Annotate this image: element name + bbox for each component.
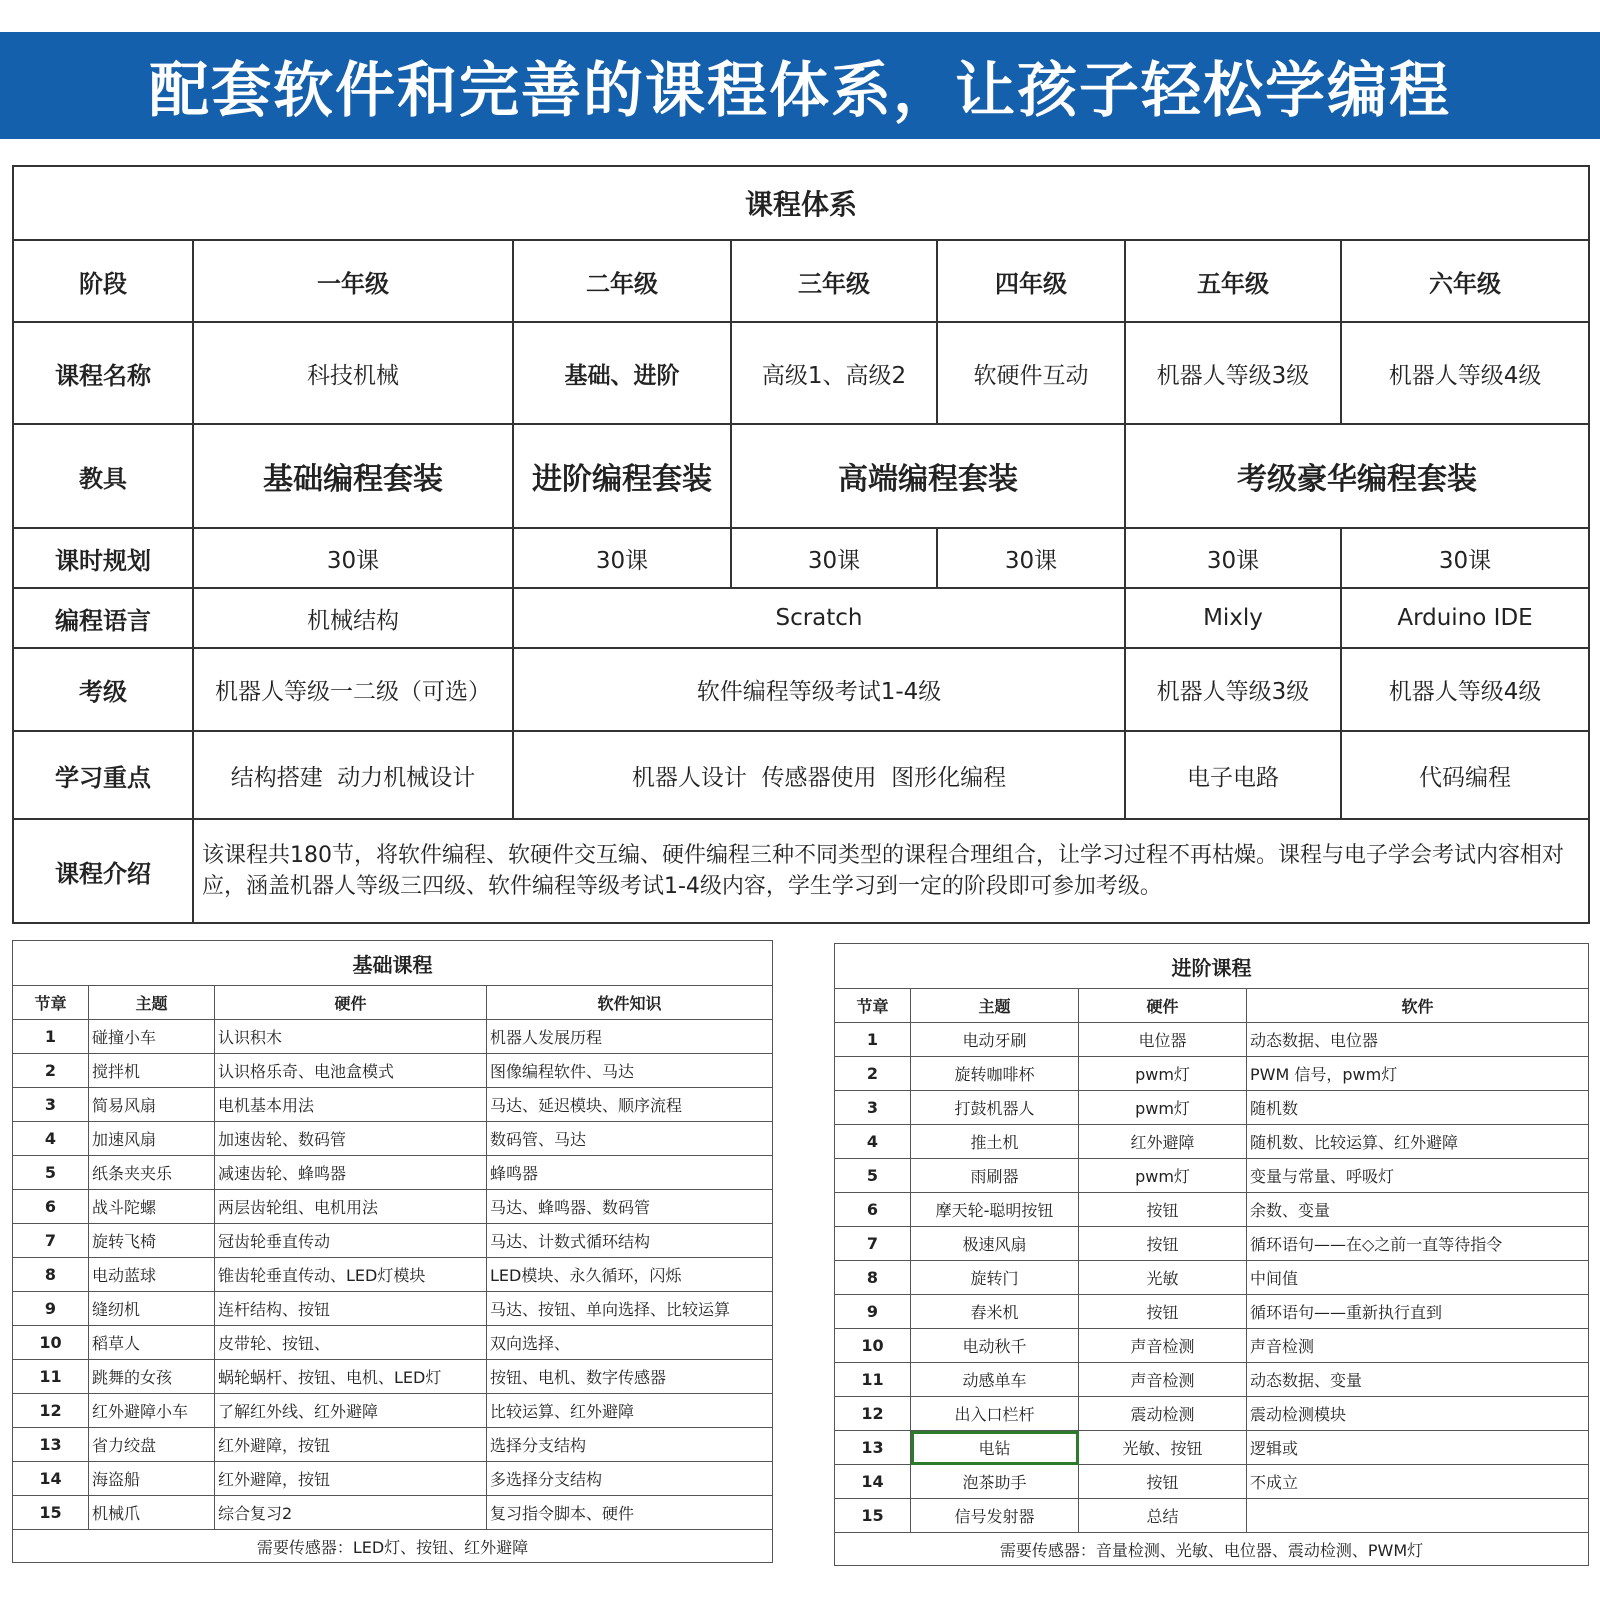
table-row: [13, 1292, 773, 1326]
table-cell: 9: [835, 1295, 911, 1329]
table-cell: 稻草人: [89, 1326, 215, 1360]
header-cell: 六年级: [1341, 240, 1589, 322]
table-cell: 数码管、马达: [487, 1122, 773, 1156]
table-cell: 14: [835, 1465, 911, 1499]
table-cell: 随机数、比较运算、红外避障: [1247, 1125, 1589, 1159]
table-cell: 4: [13, 1122, 89, 1156]
table-cell: 皮带轮、按钮、: [215, 1326, 487, 1360]
row-label: 课程名称: [13, 322, 193, 424]
table-cell: 机器人等级一二级（可选）: [193, 648, 513, 731]
table-cell: 电动秋千: [911, 1329, 1079, 1363]
table-cell: 动态数据、电位器: [1247, 1023, 1589, 1057]
advanced-footer: 需要传感器：音量检测、光敏、电位器、震动检测、PWM灯: [835, 1533, 1589, 1566]
table-cell: 机器人设计 传感器使用 图形化编程: [513, 731, 1125, 819]
table-cell: 7: [13, 1224, 89, 1258]
table-cell: 1: [835, 1023, 911, 1057]
header-cell: 五年级: [1125, 240, 1341, 322]
table-row: [13, 1020, 773, 1054]
table-cell: 电子电路: [1125, 731, 1341, 819]
table-cell: 10: [835, 1329, 911, 1363]
basic-course-table: [12, 940, 773, 1563]
table-cell: 了解红外线、红外避障: [215, 1394, 487, 1428]
table-cell: 红外避障，按钮: [215, 1462, 487, 1496]
table-row: [835, 1499, 1589, 1533]
grade-header-row: [13, 240, 1589, 322]
header-cell: 阶段: [13, 240, 193, 322]
column-header: 节章: [13, 986, 89, 1020]
table-row: [835, 1159, 1589, 1193]
column-header: 硬件: [215, 986, 487, 1020]
table-cell: 冠齿轮垂直传动: [215, 1224, 487, 1258]
table-cell: 2: [13, 1054, 89, 1088]
table-cell: 搅拌机: [89, 1054, 215, 1088]
basic-footer: 需要传感器：LED灯、按钮、红外避障: [13, 1530, 773, 1563]
table-cell: 6: [835, 1193, 911, 1227]
table-cell: 极速风扇: [911, 1227, 1079, 1261]
table-cell: 雨刷器: [911, 1159, 1079, 1193]
table-cell: 光敏: [1079, 1261, 1247, 1295]
table-cell: 13: [835, 1431, 911, 1465]
table-cell: 5: [835, 1159, 911, 1193]
table-cell: 30课: [731, 528, 937, 588]
table-row: [13, 1462, 773, 1496]
table-cell: 3: [835, 1091, 911, 1125]
table-cell: 循环语句——在◇之前一直等待指令: [1247, 1227, 1589, 1261]
table-cell: 图像编程软件、马达: [487, 1054, 773, 1088]
table-cell: 动态数据、变量: [1247, 1363, 1589, 1397]
table-cell: 高级1、高级2: [731, 322, 937, 424]
table-cell: 电钻: [911, 1431, 1079, 1465]
table-cell: 声音检测: [1079, 1329, 1247, 1363]
advanced-course-table: [834, 943, 1589, 1566]
table-cell: 碰撞小车: [89, 1020, 215, 1054]
table-cell: 认识积木: [215, 1020, 487, 1054]
table-cell: 科技机械: [193, 322, 513, 424]
table-cell: 旋转门: [911, 1261, 1079, 1295]
table-cell: 30课: [1341, 528, 1589, 588]
table-cell: 选择分支结构: [487, 1428, 773, 1462]
page-banner: 配套软件和完善的课程体系，让孩子轻松学编程: [0, 32, 1600, 139]
table-row: [835, 1227, 1589, 1261]
table-cell: 简易风扇: [89, 1088, 215, 1122]
table-row: [13, 1224, 773, 1258]
table-cell: 缝纫机: [89, 1292, 215, 1326]
table-row: [13, 1190, 773, 1224]
table-cell: 30课: [1125, 528, 1341, 588]
table-cell: 机器人发展历程: [487, 1020, 773, 1054]
table-cell: 综合复习2: [215, 1496, 487, 1530]
table-row: [835, 1397, 1589, 1431]
table-cell: 10: [13, 1326, 89, 1360]
hours-row: [13, 528, 1589, 588]
table-cell: 蜗轮蜗杆、按钮、电机、LED灯: [215, 1360, 487, 1394]
table-cell: 按钮: [1079, 1295, 1247, 1329]
table-row: [13, 1156, 773, 1190]
table-row: [835, 1125, 1589, 1159]
table-cell: 按钮: [1079, 1465, 1247, 1499]
table-cell: 7: [835, 1227, 911, 1261]
table-cell: 中间值: [1247, 1261, 1589, 1295]
table-cell: 两层齿轮组、电机用法: [215, 1190, 487, 1224]
table-cell: 按钮: [1079, 1193, 1247, 1227]
table-cell: 代码编程: [1341, 731, 1589, 819]
table-cell: 按钮、电机、数字传感器: [487, 1360, 773, 1394]
course-system-table: [12, 165, 1590, 924]
column-header: 节章: [835, 989, 911, 1023]
table-cell: 随机数: [1247, 1091, 1589, 1125]
table-cell: LED模块、永久循环，闪烁: [487, 1258, 773, 1292]
table-cell: 马达、计数式循环结构: [487, 1224, 773, 1258]
table-row: [835, 1261, 1589, 1295]
course-name-row: [13, 322, 1589, 424]
table-cell: 机械爪: [89, 1496, 215, 1530]
table-cell: 舂米机: [911, 1295, 1079, 1329]
table-cell: 加速风扇: [89, 1122, 215, 1156]
table-cell: 电动蓝球: [89, 1258, 215, 1292]
table-cell: 战斗陀螺: [89, 1190, 215, 1224]
table-title: 课程体系: [13, 166, 1589, 240]
table-row: [13, 1496, 773, 1530]
table-cell: 余数、变量: [1247, 1193, 1589, 1227]
table-cell: 考级豪华编程套装: [1125, 424, 1589, 528]
header-cell: 四年级: [937, 240, 1125, 322]
table-cell: 省力绞盘: [89, 1428, 215, 1462]
table-cell: pwm灯: [1079, 1091, 1247, 1125]
row-label: 考级: [13, 648, 193, 731]
table-cell: 认识格乐奇、电池盒模式: [215, 1054, 487, 1088]
table-cell: 4: [835, 1125, 911, 1159]
table-cell: 电位器: [1079, 1023, 1247, 1057]
table-row: [835, 1057, 1589, 1091]
table-cell: 电机基本用法: [215, 1088, 487, 1122]
table-cell: 变量与常量、呼吸灯: [1247, 1159, 1589, 1193]
table-cell: 信号发射器: [911, 1499, 1079, 1533]
column-header: 软件: [1247, 989, 1589, 1023]
table-cell: 声音检测: [1079, 1363, 1247, 1397]
table-cell: [1247, 1499, 1589, 1533]
row-label: 教具: [13, 424, 193, 528]
row-label: 编程语言: [13, 588, 193, 648]
intro-text: 该课程共180节，将软件编程、软硬件交互编、硬件编程三种不同类型的课程合理组合，让学习过程不再枯燥。课程与电子学会考试内容相对应，涵盖机器人等级三四级、软件编程等级考试1-4级内容，学生学习到一定的阶段即可参加考级。: [193, 819, 1589, 923]
table-cell: 机器人等级4级: [1341, 648, 1589, 731]
table-cell: 总结: [1079, 1499, 1247, 1533]
table-cell: 软硬件互动: [937, 322, 1125, 424]
table-cell: 光敏、按钮: [1079, 1431, 1247, 1465]
table-cell: 进阶编程套装: [513, 424, 731, 528]
table-cell: 红外避障: [1079, 1125, 1247, 1159]
table-cell: Arduino IDE: [1341, 588, 1589, 648]
exam-row: [13, 648, 1589, 731]
table-cell: 12: [835, 1397, 911, 1431]
table-cell: 循环语句——重新执行直到: [1247, 1295, 1589, 1329]
table-row: [835, 1431, 1589, 1465]
table-cell: 泡茶助手: [911, 1465, 1079, 1499]
table-cell: 11: [13, 1360, 89, 1394]
table-cell: 30课: [513, 528, 731, 588]
table-cell: 推土机: [911, 1125, 1079, 1159]
table-cell: 基础、进阶: [513, 322, 731, 424]
header-cell: 一年级: [193, 240, 513, 322]
table-cell: 旋转咖啡杯: [911, 1057, 1079, 1091]
table-cell: 1: [13, 1020, 89, 1054]
column-header: 软件知识: [487, 986, 773, 1020]
table-cell: 声音检测: [1247, 1329, 1589, 1363]
table-cell: 不成立: [1247, 1465, 1589, 1499]
table-cell: 马达、按钮、单向选择、比较运算: [487, 1292, 773, 1326]
table-cell: 摩天轮-聪明按钮: [911, 1193, 1079, 1227]
table-cell: 震动检测模块: [1247, 1397, 1589, 1431]
table-cell: 30课: [193, 528, 513, 588]
column-header: 主题: [89, 986, 215, 1020]
language-row: [13, 588, 1589, 648]
table-cell: 15: [13, 1496, 89, 1530]
table-cell: 机器人等级3级: [1125, 648, 1341, 731]
kit-row: [13, 424, 1589, 528]
table-cell: 锥齿轮垂直传动、LED灯模块: [215, 1258, 487, 1292]
table-row: [13, 1054, 773, 1088]
table-row: [13, 1326, 773, 1360]
table-cell: 纸条夹夹乐: [89, 1156, 215, 1190]
table-row: [13, 1258, 773, 1292]
intro-row: [13, 819, 1589, 923]
table-cell: 加速齿轮、数码管: [215, 1122, 487, 1156]
table-cell: pwm灯: [1079, 1159, 1247, 1193]
table-cell: 机器人等级3级: [1125, 322, 1341, 424]
table-cell: 旋转飞椅: [89, 1224, 215, 1258]
table-cell: 比较运算、红外避障: [487, 1394, 773, 1428]
header-cell: 二年级: [513, 240, 731, 322]
header-cell: 三年级: [731, 240, 937, 322]
table-cell: 逻辑或: [1247, 1431, 1589, 1465]
table-cell: pwm灯: [1079, 1057, 1247, 1091]
table-cell: 8: [13, 1258, 89, 1292]
table-cell: 马达、蜂鸣器、数码管: [487, 1190, 773, 1224]
table-cell: 电动牙刷: [911, 1023, 1079, 1057]
row-label: 课程介绍: [13, 819, 193, 923]
table-cell: 软件编程等级考试1-4级: [513, 648, 1125, 731]
table-cell: 震动检测: [1079, 1397, 1247, 1431]
table-row: [13, 1428, 773, 1462]
row-label: 学习重点: [13, 731, 193, 819]
table-cell: 机械结构: [193, 588, 513, 648]
table-cell: 5: [13, 1156, 89, 1190]
table-row: [13, 1394, 773, 1428]
table-cell: 红外避障，按钮: [215, 1428, 487, 1462]
table-cell: 蜂鸣器: [487, 1156, 773, 1190]
table-cell: 出入口栏杆: [911, 1397, 1079, 1431]
table-cell: 红外避障小车: [89, 1394, 215, 1428]
table-cell: 2: [835, 1057, 911, 1091]
table-cell: 12: [13, 1394, 89, 1428]
table-cell: 机器人等级4级: [1341, 322, 1589, 424]
table-cell: PWM 信号，pwm灯: [1247, 1057, 1589, 1091]
table-row: [835, 1193, 1589, 1227]
table-cell: 多选择分支结构: [487, 1462, 773, 1496]
table-row: [835, 1091, 1589, 1125]
table-row: [13, 1088, 773, 1122]
table-cell: 15: [835, 1499, 911, 1533]
table-cell: 6: [13, 1190, 89, 1224]
table-cell: 减速齿轮、蜂鸣器: [215, 1156, 487, 1190]
table-cell: 打鼓机器人: [911, 1091, 1079, 1125]
table-cell: 30课: [937, 528, 1125, 588]
table-cell: 跳舞的女孩: [89, 1360, 215, 1394]
table-cell: 3: [13, 1088, 89, 1122]
table-cell: Mixly: [1125, 588, 1341, 648]
table-cell: 连杆结构、按钮: [215, 1292, 487, 1326]
focus-row: [13, 731, 1589, 819]
column-header: 硬件: [1079, 989, 1247, 1023]
advanced-title: 进阶课程: [835, 944, 1589, 989]
table-row: [835, 1465, 1589, 1499]
table-cell: 基础编程套装: [193, 424, 513, 528]
table-cell: 8: [835, 1261, 911, 1295]
table-cell: 9: [13, 1292, 89, 1326]
table-cell: 双向选择、: [487, 1326, 773, 1360]
table-cell: 按钮: [1079, 1227, 1247, 1261]
table-cell: 13: [13, 1428, 89, 1462]
table-cell: Scratch: [513, 588, 1125, 648]
table-row: [13, 1122, 773, 1156]
table-row: [835, 1023, 1589, 1057]
table-cell: 11: [835, 1363, 911, 1397]
table-row: [13, 1360, 773, 1394]
table-row: [835, 1363, 1589, 1397]
basic-title: 基础课程: [13, 941, 773, 986]
table-row: [835, 1329, 1589, 1363]
table-row: [835, 1295, 1589, 1329]
column-header: 主题: [911, 989, 1079, 1023]
row-label: 课时规划: [13, 528, 193, 588]
table-cell: 14: [13, 1462, 89, 1496]
table-cell: 复习指令脚本、硬件: [487, 1496, 773, 1530]
table-cell: 结构搭建 动力机械设计: [193, 731, 513, 819]
table-cell: 高端编程套装: [731, 424, 1125, 528]
table-cell: 动感单车: [911, 1363, 1079, 1397]
table-cell: 马达、延迟模块、顺序流程: [487, 1088, 773, 1122]
table-cell: 海盗船: [89, 1462, 215, 1496]
